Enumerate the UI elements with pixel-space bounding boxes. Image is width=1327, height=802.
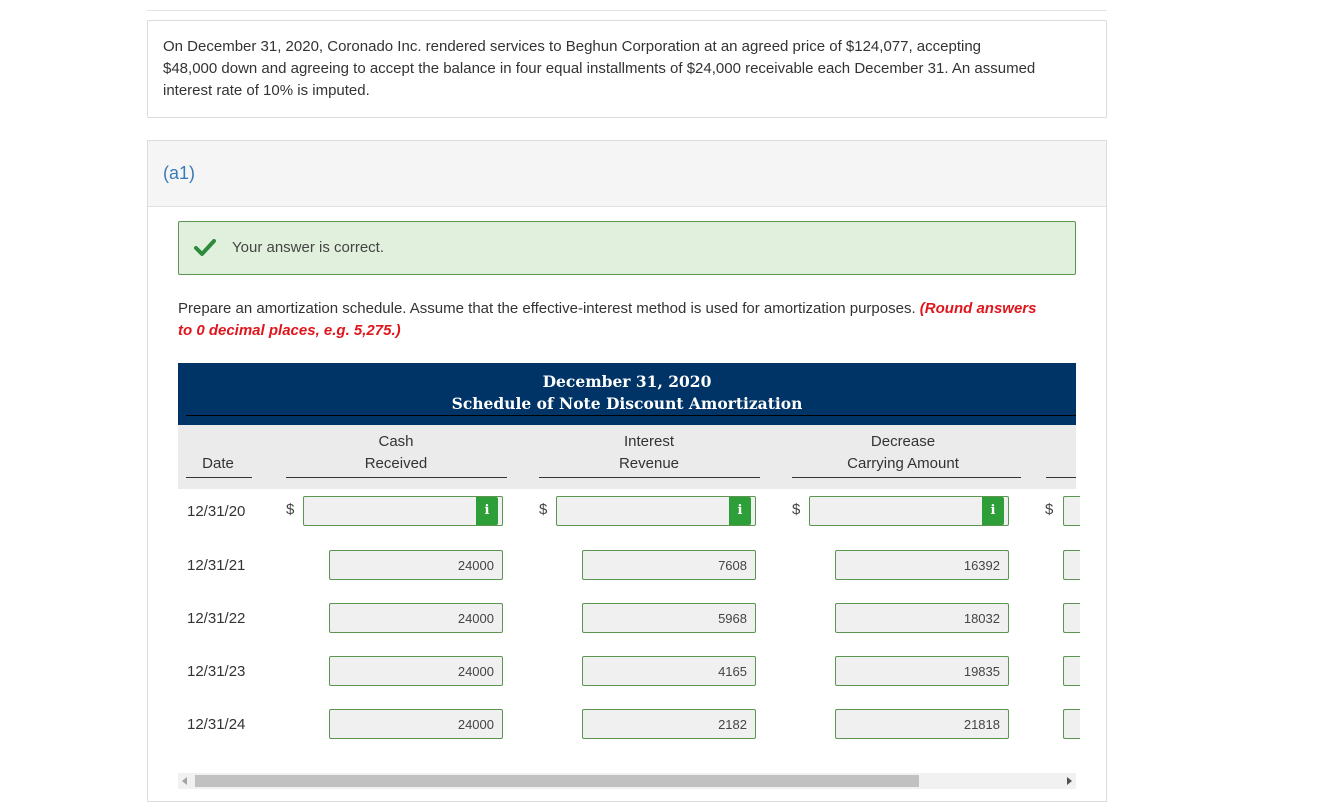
decrease-carrying-input[interactable]: [835, 656, 1009, 686]
header-cash-rule: [286, 477, 507, 478]
header-cash: [286, 431, 506, 475]
cash-received-input[interactable]: [329, 709, 503, 739]
rounding-note-line-1: (Round answers: [919, 300, 1037, 317]
currency-symbol: $: [792, 501, 801, 518]
scrollbar-thumb[interactable]: [195, 775, 919, 787]
carrying-amount-input[interactable]: [1063, 603, 1080, 633]
header-decrease: [792, 431, 1014, 475]
schedule-header: [178, 363, 1076, 425]
header-date-rule: [186, 477, 252, 478]
problem-line-3: interest rate of 10% is imputed.: [163, 82, 370, 99]
part-label: (a1): [163, 163, 196, 183]
interest-revenue-input[interactable]: [582, 603, 756, 633]
interest-revenue-input[interactable]: [582, 550, 756, 580]
row-date: 12/31/23: [187, 663, 246, 680]
info-icon[interactable]: i: [982, 497, 1004, 525]
horizontal-scrollbar[interactable]: [178, 773, 1076, 789]
header-interest-rule: [539, 477, 760, 478]
instruction-text: Prepare an amortization schedule. Assume that the effective-interest method is used for amortization purposes.: [178, 300, 916, 317]
info-icon[interactable]: i: [476, 497, 498, 525]
header-decrease-line2: Carrying Amount: [847, 455, 959, 472]
part-header: [148, 141, 1106, 207]
instructions: [178, 298, 1078, 342]
row-date: 12/31/21: [187, 557, 246, 574]
decrease-carrying-input[interactable]: [809, 496, 1009, 526]
interest-revenue-input[interactable]: [582, 709, 756, 739]
carrying-amount-input[interactable]: [1063, 496, 1080, 526]
rounding-note-line-2: to 0 decimal places, e.g. 5,275.): [178, 322, 401, 339]
header-date: Date: [202, 455, 234, 472]
row-date: 12/31/22: [187, 610, 246, 627]
currency-symbol: $: [1045, 501, 1054, 518]
currency-symbol: $: [539, 501, 548, 518]
feedback-correct: [178, 221, 1076, 275]
cash-received-input[interactable]: [303, 496, 503, 526]
header-interest: [539, 431, 759, 475]
row-date: 12/31/24: [187, 716, 246, 733]
problem-text: [163, 36, 1083, 102]
header-interest-line1: Interest: [623, 433, 675, 450]
cash-received-input[interactable]: [329, 603, 503, 633]
cash-received-input[interactable]: [329, 656, 503, 686]
header-decrease-line1: Decrease: [870, 433, 936, 450]
cash-received-input[interactable]: [329, 550, 503, 580]
info-icon[interactable]: i: [729, 497, 751, 525]
feedback-text: Your answer is correct.: [232, 239, 385, 256]
carrying-amount-input[interactable]: [1063, 709, 1080, 739]
column-headers: [178, 425, 1076, 489]
row-date: 12/31/20: [187, 503, 246, 520]
scroll-right-arrow-icon[interactable]: [1067, 777, 1072, 785]
decrease-carrying-input[interactable]: [835, 550, 1009, 580]
carrying-amount-input[interactable]: [1063, 550, 1080, 580]
interest-revenue-input[interactable]: [556, 496, 756, 526]
problem-statement: [147, 20, 1107, 118]
schedule-date-title: December 31, 2020: [542, 372, 712, 391]
question-part: [147, 140, 1107, 802]
decrease-carrying-input[interactable]: [835, 603, 1009, 633]
header-decrease-rule: [792, 477, 1021, 478]
decrease-carrying-input[interactable]: [835, 709, 1009, 739]
problem-line-1: On December 31, 2020, Coronado Inc. rendered services to Beghun Corporation at an agreed price of $124,077, accepting: [163, 38, 982, 55]
schedule-title: Schedule of Note Discount Amortization: [451, 394, 803, 413]
header-rule: [186, 415, 1076, 416]
header-interest-line2: Revenue: [618, 455, 680, 472]
checkmark-icon: [194, 236, 216, 258]
header-next-rule: [1046, 477, 1076, 478]
scroll-left-arrow-icon[interactable]: [182, 777, 187, 785]
top-divider: [147, 10, 1107, 11]
header-cash-line2: Received: [364, 455, 428, 472]
interest-revenue-input[interactable]: [582, 656, 756, 686]
currency-symbol: $: [286, 501, 295, 518]
header-cash-line1: Cash: [378, 433, 414, 450]
problem-line-2: $48,000 down and agreeing to accept the balance in four equal installments of $24,000 receivable each December 31. An assumed: [163, 60, 1036, 77]
carrying-amount-input[interactable]: [1063, 656, 1080, 686]
